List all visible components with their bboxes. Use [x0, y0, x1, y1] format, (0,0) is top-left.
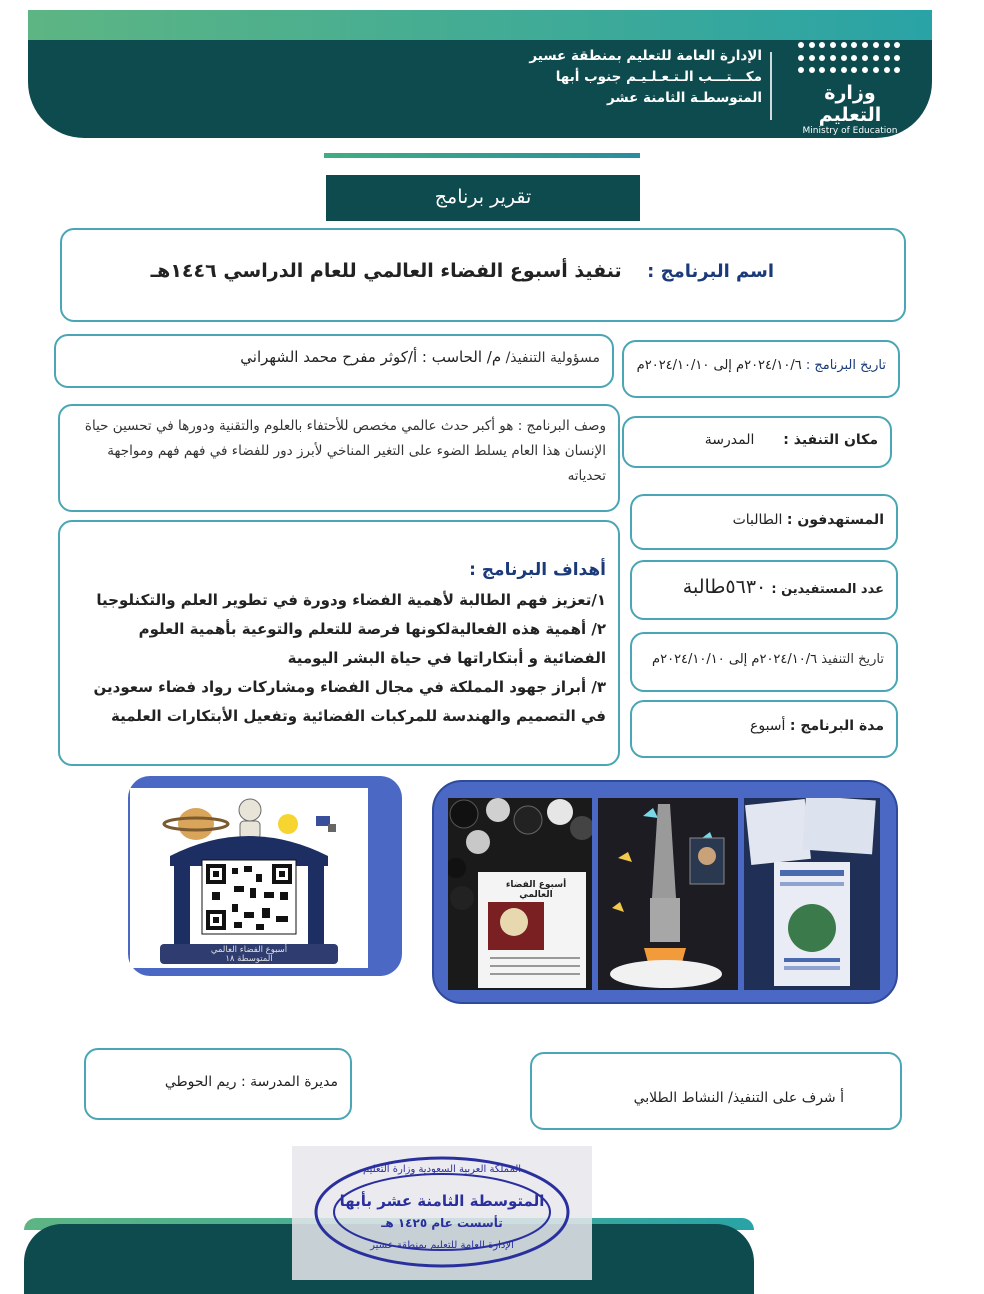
- beneficiaries-label: المستهدفون :: [786, 512, 884, 528]
- description-text: هو أكبر حدث عالمي مخصص للأحتفاء بالعلوم والتقنية ودورها في تحسين حياة الإنسان هذا العام يسلط الضوء على التغير المناخي لأبرز دور للفضاء في فهم فهم ومواجهة تحدياته: [84, 418, 606, 484]
- exec-date-value: ٢٠٢٤/١٠/٦م إلى ٢٠٢٤/١٠/١٠م: [652, 652, 818, 667]
- header-line-1: الإدارة العامة للتعليم بمنطقة عسير: [529, 48, 762, 64]
- duration-label: مدة البرنامج :: [789, 718, 884, 734]
- goal-item: ٣/ أبراز جهود المملكة في مجال الفضاء ومشاركات رواد فضاء سعودين في التصميم والهندسة للمركبات الفضائية وتفعيل الأبتكارات العلمية: [93, 678, 606, 725]
- duration-box: [630, 700, 898, 758]
- description-label: وصف البرنامج :: [517, 418, 606, 434]
- ministry-name-ar: وزارة التعليم: [818, 82, 882, 126]
- qr-card: [130, 788, 368, 968]
- header-accent-strip: [28, 10, 932, 42]
- supervisor-label: أ شرف على التنفيذ/: [728, 1090, 844, 1106]
- exec-date-box: [630, 632, 898, 692]
- stamp-bottom-text: الإدارة العامة للتعليم بمنطقة عسير: [370, 1240, 514, 1251]
- photo-rocket-model: [598, 798, 738, 990]
- program-date-value: ٢٠٢٤/١٠/٦م إلى ٢٠٢٤/١٠/١٠م: [636, 358, 802, 373]
- count-label: عدد المستفيدين :: [771, 582, 884, 597]
- report-title: تقرير برنامج: [326, 175, 640, 221]
- goals-heading: أهداف البرنامج :: [469, 560, 606, 580]
- responsible-box: [54, 334, 614, 388]
- beneficiaries-value: الطالبات: [732, 512, 783, 528]
- duration-value: أسبوع: [749, 718, 786, 734]
- place-box: [622, 416, 892, 468]
- stamp-top-text: المملكة العربية السعودية وزارة التعليم: [362, 1164, 522, 1175]
- header-divider: [770, 52, 772, 120]
- qr-caption-2: المتوسطة ١٨: [225, 954, 273, 964]
- goals-box: [58, 520, 620, 766]
- title-accent-line: [324, 153, 640, 158]
- photo-booklet: [744, 798, 880, 990]
- photo-poster-display: [448, 798, 592, 990]
- header-line-2: مكـــتـــب الـتـعـلـيـم جنوب أبها: [555, 69, 762, 85]
- exec-date-label: تاريخ التنفيذ: [821, 652, 884, 667]
- beneficiaries-box: [630, 494, 898, 550]
- header-line-3: المتوسطـة الثامنة عشر: [606, 90, 762, 106]
- place-value: المدرسة: [704, 432, 755, 448]
- principal-name: ريم الحوطي: [164, 1074, 237, 1090]
- program-name-value: تنفيذ أسبوع الفضاء العالمي للعام الدراسي ١٤٤٦هـ: [150, 260, 622, 282]
- responsible-value: م/ الحاسب : أ/كوثر مفرح محمد الشهراني: [240, 348, 502, 366]
- qr-caption-1: أسبوع الفضاء العالمي: [210, 945, 288, 955]
- ministry-logo: [792, 42, 908, 136]
- supervisor-box: [530, 1052, 902, 1130]
- header-text-block: [380, 46, 762, 109]
- poster-title: أسبوع الفضاء العالمي: [505, 880, 567, 900]
- stamp-founded-text: تأسست عام ١٤٢٥ هـ: [381, 1216, 503, 1230]
- qr-illustration: [130, 788, 368, 968]
- count-value: ٥٦٣٠طالبة: [682, 576, 767, 598]
- goal-item: ٢/ أهمية هذه الفعاليةلكونها فرصة للتعلم والتوعية بأهمية العلوم الفضائية و أبتكاراتها في حياة البشر اليومية: [138, 620, 606, 667]
- program-date-label: تاريخ البرنامج :: [805, 358, 886, 373]
- responsible-label: مسؤولية التنفيذ/: [505, 350, 600, 366]
- principal-box: [84, 1048, 352, 1120]
- school-stamp: [292, 1140, 592, 1280]
- principal-label: مديرة المدرسة :: [240, 1074, 338, 1090]
- program-name-label: اسم البرنامج :: [647, 261, 774, 282]
- program-date-box: [622, 340, 900, 398]
- ministry-dots-icon: [798, 42, 902, 78]
- description-box: [58, 404, 620, 512]
- place-label: مكان التنفيذ :: [783, 432, 878, 448]
- program-name-box: [60, 228, 906, 322]
- supervisor-value: النشاط الطلابي: [633, 1090, 724, 1106]
- count-box: [630, 560, 898, 620]
- stamp-main-text: المتوسطة الثامنة عشر بأبها: [339, 1192, 545, 1210]
- ministry-name-en: Ministry of Education: [802, 126, 898, 136]
- goal-item: ١/تعزيز فهم الطالبة لأهمية الفضاء ودورة في تطوير العلم والتكنلوجيا: [96, 591, 606, 609]
